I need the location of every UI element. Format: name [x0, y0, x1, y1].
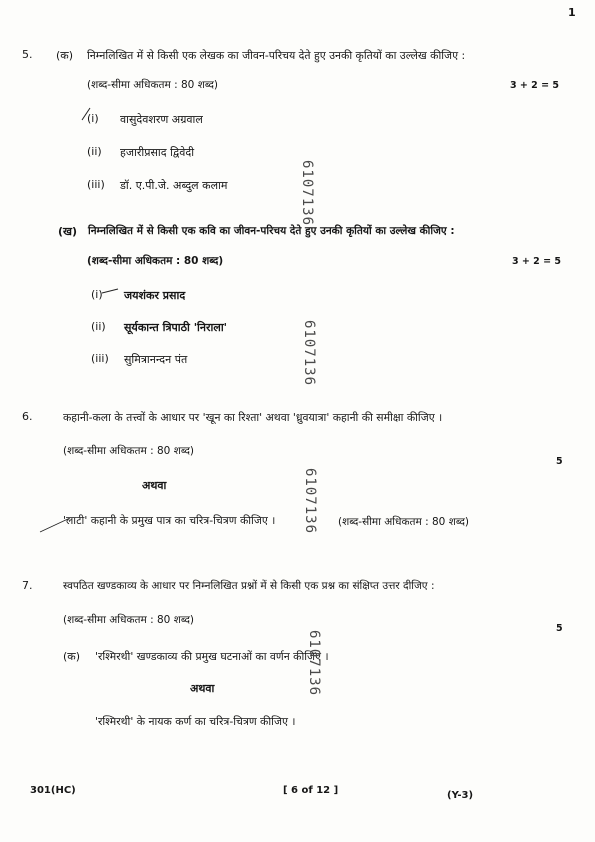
- q5b-option-2-text: सूर्यकान्त त्रिपाठी 'निराला': [124, 321, 228, 334]
- question-7a-label: (क): [63, 650, 81, 663]
- q5a-option-1-text: वासुदेवशरण अग्रवाल: [120, 113, 203, 126]
- question-7-or: अथवा: [190, 682, 215, 695]
- q5a-option-3-num: (iii): [87, 178, 105, 191]
- q5a-option-2-text: हजारीप्रसाद द्विवेदी: [120, 146, 195, 159]
- q5b-option-1-num: (i): [91, 288, 103, 301]
- page-indicator: [ 6 of 12 ]: [283, 785, 339, 796]
- q5b-option-1-text: जयशंकर प्रसाद: [124, 289, 186, 302]
- serial-stamp-4: 6107136: [306, 630, 322, 697]
- serial-stamp-3: 6107136: [302, 468, 318, 535]
- serial-stamp-1: 6107136: [299, 160, 315, 227]
- question-7-marks: 5: [556, 623, 563, 634]
- question-7-number: 7.: [22, 579, 33, 592]
- page-number-top: 1: [568, 6, 576, 19]
- question-6-alt-text: 'लाटी' कहानी के प्रमुख पात्र का चरित्र-चित्रण कीजिए ।: [63, 514, 276, 527]
- question-5b-text: निम्नलिखित में से किसी एक कवि का जीवन-परिचय देते हुए उनकी कृतियों का उल्लेख कीजिए :: [88, 225, 455, 237]
- question-5b-limit: (शब्द-सीमा अधिकतम : 80 शब्द): [87, 255, 224, 267]
- question-5a-limit: (शब्द-सीमा अधिकतम : 80 शब्द): [87, 79, 218, 91]
- q5a-option-3-text: डॉ. ए.पी.जे. अब्दुल कलाम: [120, 179, 228, 192]
- q5b-option-3-text: सुमित्रानन्दन पंत: [124, 353, 188, 366]
- question-6-or: अथवा: [142, 479, 167, 492]
- series-code: (Y-3): [447, 790, 474, 801]
- question-6-marks: 5: [556, 456, 563, 467]
- question-6-limit: (शब्द-सीमा अधिकतम : 80 शब्द): [63, 445, 194, 457]
- question-5-number: 5.: [22, 48, 33, 61]
- question-5a-text: निम्नलिखित में से किसी एक लेखक का जीवन-परिचय देते हुए उनकी कृतियों का उल्लेख कीजिए :: [87, 49, 466, 62]
- q5a-option-2-num: (ii): [87, 145, 102, 158]
- question-7b-text: 'रश्मिरथी' के नायक कर्ण का चरित्र-चित्रण कीजिए ।: [95, 715, 296, 728]
- question-5b-label: (ख): [58, 225, 78, 238]
- question-7-limit: (शब्द-सीमा अधिकतम : 80 शब्द): [63, 614, 194, 626]
- q5a-option-1-num: (i): [87, 112, 99, 125]
- q5b-option-2-num: (ii): [91, 320, 106, 333]
- q5b-option-3-num: (iii): [91, 352, 109, 365]
- paper-code: 301(HC): [30, 785, 76, 796]
- question-7-text: स्वपठित खण्डकाव्य के आधार पर निम्नलिखित प्रश्नों में से किसी एक प्रश्न का संक्षिप्त उत्तर दीजिए :: [63, 580, 435, 592]
- question-5b-marks: 3 + 2 = 5: [512, 256, 561, 267]
- serial-stamp-2: 6107136: [301, 320, 317, 387]
- tick-mark-5b: [102, 289, 118, 293]
- question-7a-text: 'रश्मिरथी' खण्डकाव्य की प्रमुख घटनाओं का वर्णन कीजिए ।: [95, 650, 329, 663]
- question-5a-marks: 3 + 2 = 5: [510, 80, 559, 91]
- question-6-text: कहानी-कला के तत्त्वों के आधार पर 'खून का रिश्ता' अथवा 'ध्रुवयात्रा' कहानी की समीक्षा कीजिए ।: [63, 411, 443, 424]
- question-6-alt-limit: (शब्द-सीमा अधिकतम : 80 शब्द): [338, 516, 469, 528]
- question-6-number: 6.: [22, 410, 33, 423]
- question-5a-label: (क): [56, 49, 74, 62]
